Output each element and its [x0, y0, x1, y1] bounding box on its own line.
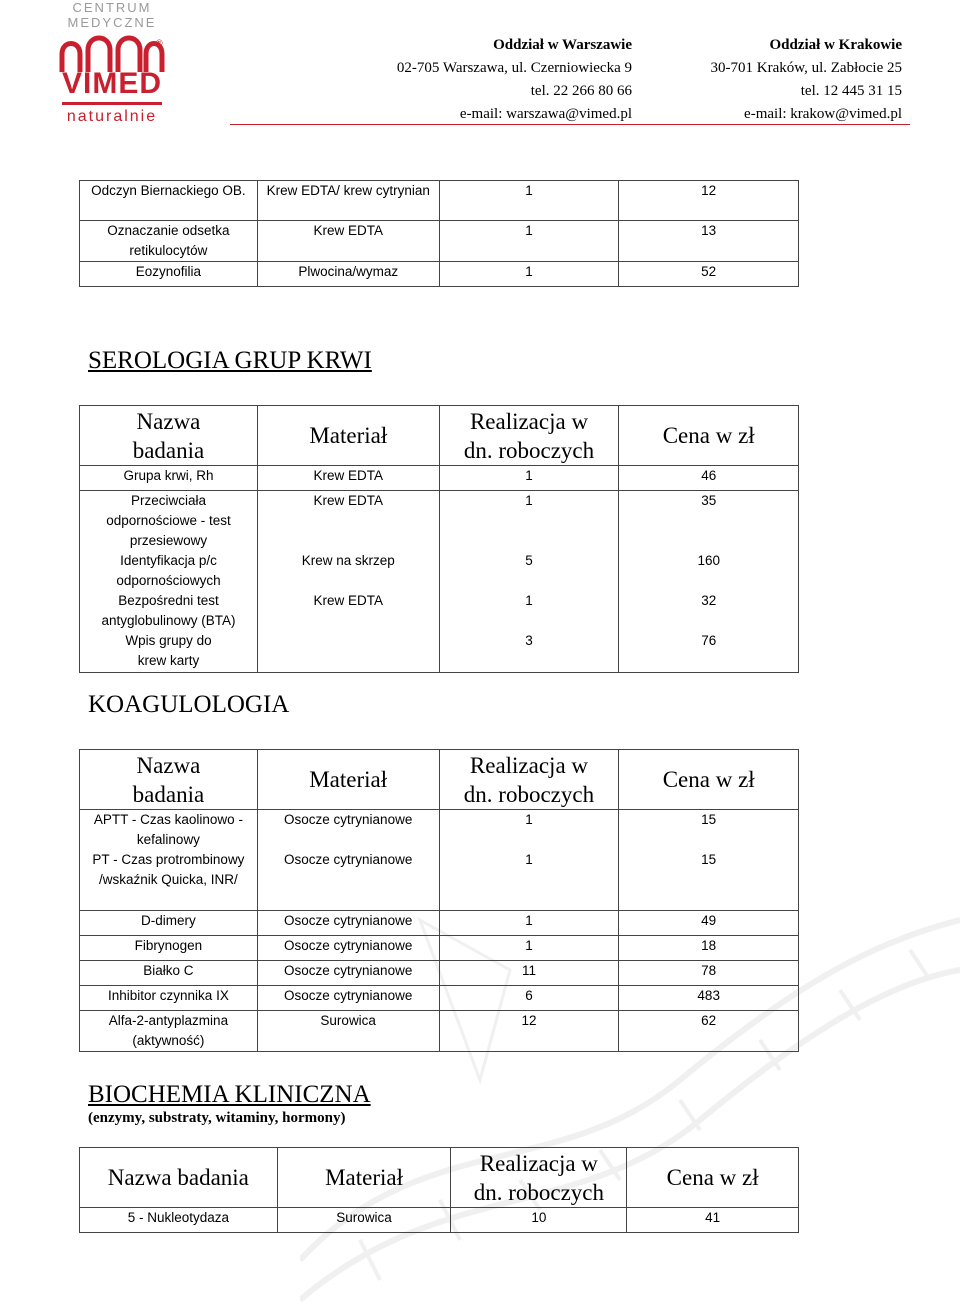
test-price: 15 [619, 850, 799, 910]
test-price: 41 [627, 1208, 799, 1233]
test-name: Oznaczanie odsetka retikulocytów [80, 221, 258, 262]
section-title-koagulologia: KOAGULOLOGIA [88, 691, 290, 718]
header-rule [230, 124, 910, 125]
test-material: Osocze cytrynianowe [257, 850, 439, 910]
test-name: APTT - Czas kaolinowo - kefalinowy [80, 810, 258, 851]
test-days: 6 [439, 985, 619, 1010]
test-material: Osocze cytrynianowe [257, 910, 439, 935]
branch-email: e-mail: krakow@vimed.pl [744, 106, 902, 122]
logo-divider [62, 102, 162, 106]
test-name: Bezpośredni test antyglobulinowy (BTA) [80, 591, 258, 631]
test-name: 5 - Nukleotydaza [80, 1208, 278, 1233]
test-price: 18 [619, 935, 799, 960]
table-row [80, 1208, 799, 1233]
biochemia-table [79, 1147, 799, 1233]
serologia-table [79, 405, 799, 673]
test-name: Alfa-2-antyplazmina (aktywność) [80, 1010, 258, 1051]
test-material: Surowica [257, 1010, 439, 1051]
test-material: Krew na skrzep [257, 551, 439, 591]
test-days: 1 [439, 810, 619, 851]
test-material: Krew EDTA [257, 221, 439, 262]
test-name: Eozynofilia [80, 262, 258, 287]
table-row [80, 631, 799, 672]
test-days: 1 [439, 221, 619, 262]
test-name: Odczyn Biernackiego OB. [80, 181, 258, 221]
table-row [80, 262, 799, 287]
test-price: 160 [619, 551, 799, 591]
test-name: Przeciwciała odpornościowe - test przesiewowy [80, 491, 258, 552]
branch-phone: tel. 22 266 80 66 [530, 83, 632, 99]
test-name: Białko C [80, 960, 258, 985]
branch-phone: tel. 12 445 31 15 [800, 83, 902, 99]
test-days: 5 [439, 551, 619, 591]
header-days: Realizacja w dn. roboczych [439, 750, 619, 810]
header-days: Realizacja w dn. roboczych [439, 406, 619, 466]
test-days: 10 [451, 1208, 627, 1233]
test-name: Inhibitor czynnika IX [80, 985, 258, 1010]
table-row [80, 910, 799, 935]
test-price: 78 [619, 960, 799, 985]
table-row [80, 935, 799, 960]
branch-title: Oddział w Warszawie [493, 37, 632, 53]
header-material: Materiał [257, 406, 439, 466]
header-price: Cena w zł [619, 750, 799, 810]
table-row [80, 985, 799, 1010]
test-material: Plwocina/wymaz [257, 262, 439, 287]
branch-address: 30-701 Kraków, ul. Zabłocie 25 [710, 60, 902, 76]
test-days: 12 [439, 1010, 619, 1051]
section-title-biochemia: BIOCHEMIA KLINICZNA [88, 1081, 371, 1108]
test-price: 35 [619, 491, 799, 552]
table-row [80, 491, 799, 552]
logo-arches-icon [58, 32, 166, 72]
header-name: Nazwa badania [80, 406, 258, 466]
test-days: 1 [439, 910, 619, 935]
branch-email: e-mail: warszawa@vimed.pl [459, 106, 632, 122]
table-row [80, 221, 799, 262]
header-price: Cena w zł [619, 406, 799, 466]
logo-sub: naturalnie [66, 108, 158, 125]
table-row [80, 960, 799, 985]
logo-brand: VIMED [61, 67, 162, 100]
test-name: PT - Czas protrombinowy /wskaźnik Quicka, INR/ [80, 850, 258, 910]
test-days: 3 [439, 631, 619, 672]
continued-table [79, 180, 799, 287]
koagulologia-table [79, 749, 799, 1052]
section-title-serologia: SEROLOGIA GRUP KRWI [88, 347, 372, 374]
header-name: Nazwa badania [80, 750, 258, 810]
test-price: 52 [619, 262, 799, 287]
test-material: Surowica [277, 1208, 451, 1233]
test-material: Krew EDTA [257, 491, 439, 552]
logo-top-text: CENTRUM MEDYCZNE [67, 0, 157, 30]
table-header-row [80, 406, 799, 466]
header-material: Materiał [277, 1148, 451, 1208]
table-row [80, 551, 799, 591]
table-header-row [80, 1148, 799, 1208]
test-material: Krew EDTA [257, 466, 439, 491]
test-price: 483 [619, 985, 799, 1010]
test-price: 13 [619, 221, 799, 262]
branch-warszawa [397, 34, 632, 126]
header-material: Materiał [257, 750, 439, 810]
test-name: Wpis grupy do krew karty [80, 631, 258, 672]
test-price: 76 [619, 631, 799, 672]
test-days: 1 [439, 262, 619, 287]
table-row [80, 850, 799, 910]
branch-address: 02-705 Warszawa, ul. Czerniowiecka 9 [396, 60, 632, 76]
table-row [80, 1010, 799, 1051]
header-name: Nazwa badania [80, 1148, 278, 1208]
test-material: Krew EDTA [257, 591, 439, 631]
test-price: 62 [619, 1010, 799, 1051]
test-price: 12 [619, 181, 799, 221]
test-price: 46 [619, 466, 799, 491]
test-days: 1 [439, 850, 619, 910]
test-price: 49 [619, 910, 799, 935]
branch-title: Oddział w Krakowie [769, 37, 902, 53]
test-material: Krew EDTA/ krew cytrynian [257, 181, 439, 221]
test-days: 1 [439, 491, 619, 552]
header-days: Realizacja w dn. roboczych [451, 1148, 627, 1208]
test-days: 1 [439, 181, 619, 221]
test-material [257, 631, 439, 672]
test-material: Osocze cytrynianowe [257, 935, 439, 960]
test-price: 15 [619, 810, 799, 851]
test-material: Osocze cytrynianowe [257, 810, 439, 851]
test-days: 1 [439, 935, 619, 960]
section-subtitle-biochemia: (enzymy, substraty, witaminy, hormony) [88, 1110, 346, 1126]
test-material: Osocze cytrynianowe [257, 960, 439, 985]
header-price: Cena w zł [627, 1148, 799, 1208]
table-row [80, 181, 799, 221]
test-name: Identyfikacja p/c odpornościowych [80, 551, 258, 591]
table-header-row [80, 750, 799, 810]
test-material: Osocze cytrynianowe [257, 985, 439, 1010]
registered-mark: ® [156, 38, 163, 48]
table-row [80, 591, 799, 631]
branch-krakow [711, 34, 902, 126]
test-name: D-dimery [80, 910, 258, 935]
vimed-logo [52, 0, 172, 150]
test-name: Grupa krwi, Rh [80, 466, 258, 491]
test-days: 1 [439, 591, 619, 631]
test-name: Fibrynogen [80, 935, 258, 960]
table-row [80, 466, 799, 491]
table-row [80, 810, 799, 851]
test-days: 1 [439, 466, 619, 491]
test-price: 32 [619, 591, 799, 631]
test-days: 11 [439, 960, 619, 985]
